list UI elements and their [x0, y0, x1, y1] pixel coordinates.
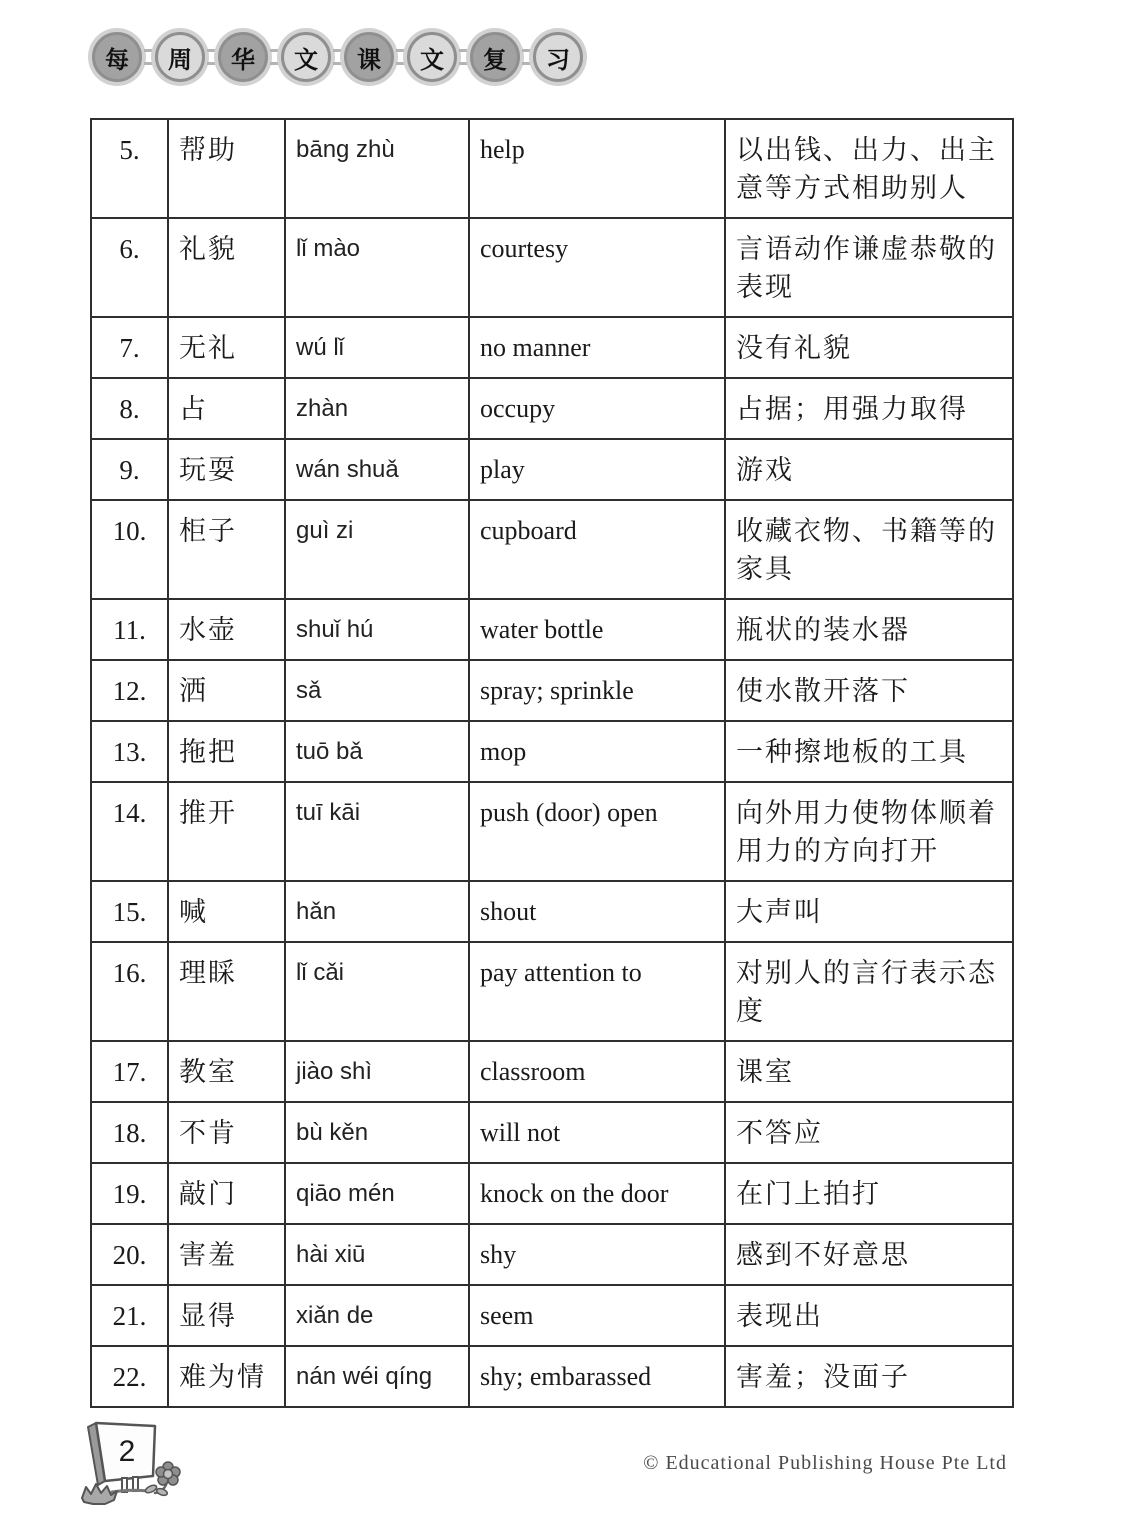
cell-pinyin: bù kěn: [285, 1102, 469, 1163]
cell-definition: 对别人的言行表示态度: [725, 942, 1013, 1041]
cell-english: classroom: [469, 1041, 725, 1102]
chain-link: [522, 49, 531, 65]
cell-definition: 以出钱、出力、出主意等方式相助别人: [725, 119, 1013, 218]
vocab-table: [90, 118, 1014, 1408]
cell-word: 拖把: [168, 721, 285, 782]
cell-word: 难为情: [168, 1346, 285, 1407]
title-circle: 周: [155, 32, 205, 82]
cell-english: seem: [469, 1285, 725, 1346]
page-number: 2: [118, 1435, 136, 1468]
cell-english: no manner: [469, 317, 725, 378]
cell-definition: 使水散开落下: [725, 660, 1013, 721]
cell-num: 22.: [91, 1346, 168, 1407]
cell-word: 占: [168, 378, 285, 439]
title-circle: 文: [407, 32, 457, 82]
cell-english: water bottle: [469, 599, 725, 660]
table-row: [91, 1102, 1013, 1163]
cell-definition: 一种擦地板的工具: [725, 721, 1013, 782]
cell-word: 理睬: [168, 942, 285, 1041]
cell-definition: 收藏衣物、书籍等的家具: [725, 500, 1013, 599]
cell-word: 帮助: [168, 119, 285, 218]
cell-english: spray; sprinkle: [469, 660, 725, 721]
cell-pinyin: shuǐ hú: [285, 599, 469, 660]
title-circle: 课: [344, 32, 394, 82]
cell-definition: 不答应: [725, 1102, 1013, 1163]
cell-word: 不肯: [168, 1102, 285, 1163]
cell-english: pay attention to: [469, 942, 725, 1041]
cell-word: 害羞: [168, 1224, 285, 1285]
page-number-sign: [55, 1395, 255, 1536]
cell-num: 10.: [91, 500, 168, 599]
chain-link: [333, 49, 342, 65]
cell-num: 12.: [91, 660, 168, 721]
table-row: [91, 881, 1013, 942]
cell-definition: 害羞；没面子: [725, 1346, 1013, 1407]
cell-num: 15.: [91, 881, 168, 942]
cell-english: occupy: [469, 378, 725, 439]
table-row: [91, 1224, 1013, 1285]
table-row: [91, 317, 1013, 378]
cell-english: cupboard: [469, 500, 725, 599]
cell-pinyin: xiǎn de: [285, 1285, 469, 1346]
title-circle: 华: [218, 32, 268, 82]
chain-link: [396, 49, 405, 65]
cell-definition: 游戏: [725, 439, 1013, 500]
cell-pinyin: lǐ mào: [285, 218, 469, 317]
cell-english: shout: [469, 881, 725, 942]
cell-num: 20.: [91, 1224, 168, 1285]
cell-pinyin: zhàn: [285, 378, 469, 439]
cell-english: will not: [469, 1102, 725, 1163]
table-row: [91, 1041, 1013, 1102]
cell-definition: 在门上拍打: [725, 1163, 1013, 1224]
cell-definition: 感到不好意思: [725, 1224, 1013, 1285]
cell-num: 9.: [91, 439, 168, 500]
cell-pinyin: guì zi: [285, 500, 469, 599]
cell-num: 19.: [91, 1163, 168, 1224]
cell-english: help: [469, 119, 725, 218]
cell-pinyin: tuō bǎ: [285, 721, 469, 782]
table-row: [91, 660, 1013, 721]
page-title-chain: [92, 26, 583, 88]
cell-definition: 课室: [725, 1041, 1013, 1102]
cell-definition: 向外用力使物体顺着用力的方向打开: [725, 782, 1013, 881]
cell-pinyin: tuī kāi: [285, 782, 469, 881]
cell-definition: 占据；用强力取得: [725, 378, 1013, 439]
cell-pinyin: lǐ cǎi: [285, 942, 469, 1041]
cell-word: 柜子: [168, 500, 285, 599]
table-row: [91, 119, 1013, 218]
copyright-text: © Educational Publishing House Pte Ltd: [643, 1452, 1007, 1474]
cell-word: 水壶: [168, 599, 285, 660]
cell-english: courtesy: [469, 218, 725, 317]
cell-word: 礼貌: [168, 218, 285, 317]
cell-definition: 瓶状的装水器: [725, 599, 1013, 660]
cell-num: 6.: [91, 218, 168, 317]
chain-link: [459, 49, 468, 65]
cell-english: shy: [469, 1224, 725, 1285]
table-row: [91, 1163, 1013, 1224]
cell-english: mop: [469, 721, 725, 782]
table-row: [91, 1285, 1013, 1346]
cell-num: 17.: [91, 1041, 168, 1102]
cell-english: play: [469, 439, 725, 500]
chain-link: [207, 49, 216, 65]
cell-word: 敲门: [168, 1163, 285, 1224]
title-circle: 复: [470, 32, 520, 82]
table-row: [91, 599, 1013, 660]
cell-pinyin: hǎn: [285, 881, 469, 942]
cell-pinyin: bāng zhù: [285, 119, 469, 218]
cell-pinyin: wán shuǎ: [285, 439, 469, 500]
cell-word: 教室: [168, 1041, 285, 1102]
table-row: [91, 500, 1013, 599]
cell-num: 18.: [91, 1102, 168, 1163]
title-circle: 文: [281, 32, 331, 82]
cell-pinyin: wú lǐ: [285, 317, 469, 378]
table-row: [91, 378, 1013, 439]
cell-english: shy; embarassed: [469, 1346, 725, 1407]
cell-word: 无礼: [168, 317, 285, 378]
cell-word: 显得: [168, 1285, 285, 1346]
cell-pinyin: qiāo mén: [285, 1163, 469, 1224]
cell-word: 洒: [168, 660, 285, 721]
chain-link: [270, 49, 279, 65]
cell-english: knock on the door: [469, 1163, 725, 1224]
flower: [156, 1462, 180, 1485]
cell-word: 推开: [168, 782, 285, 881]
cell-word: 喊: [168, 881, 285, 942]
table-row: [91, 439, 1013, 500]
cell-pinyin: sǎ: [285, 660, 469, 721]
title-circle: 习: [533, 32, 583, 82]
cell-pinyin: hài xiū: [285, 1224, 469, 1285]
chain-link: [144, 49, 153, 65]
cell-word: 玩耍: [168, 439, 285, 500]
cell-num: 11.: [91, 599, 168, 660]
table-row: [91, 782, 1013, 881]
cell-num: 13.: [91, 721, 168, 782]
cell-definition: 没有礼貌: [725, 317, 1013, 378]
cell-num: 8.: [91, 378, 168, 439]
cell-definition: 大声叫: [725, 881, 1013, 942]
cell-definition: 表现出: [725, 1285, 1013, 1346]
cell-english: push (door) open: [469, 782, 725, 881]
table-row: [91, 218, 1013, 317]
table-row: [91, 721, 1013, 782]
table-row: [91, 942, 1013, 1041]
cell-num: 21.: [91, 1285, 168, 1346]
cell-pinyin: nán wéi qíng: [285, 1346, 469, 1407]
cell-num: 14.: [91, 782, 168, 881]
cell-num: 16.: [91, 942, 168, 1041]
cell-num: 5.: [91, 119, 168, 218]
title-circle: 每: [92, 32, 142, 82]
cell-num: 7.: [91, 317, 168, 378]
cell-pinyin: jiào shì: [285, 1041, 469, 1102]
flower-leaf: [156, 1487, 168, 1496]
cell-definition: 言语动作谦虚恭敬的表现: [725, 218, 1013, 317]
bush: [82, 1484, 117, 1504]
